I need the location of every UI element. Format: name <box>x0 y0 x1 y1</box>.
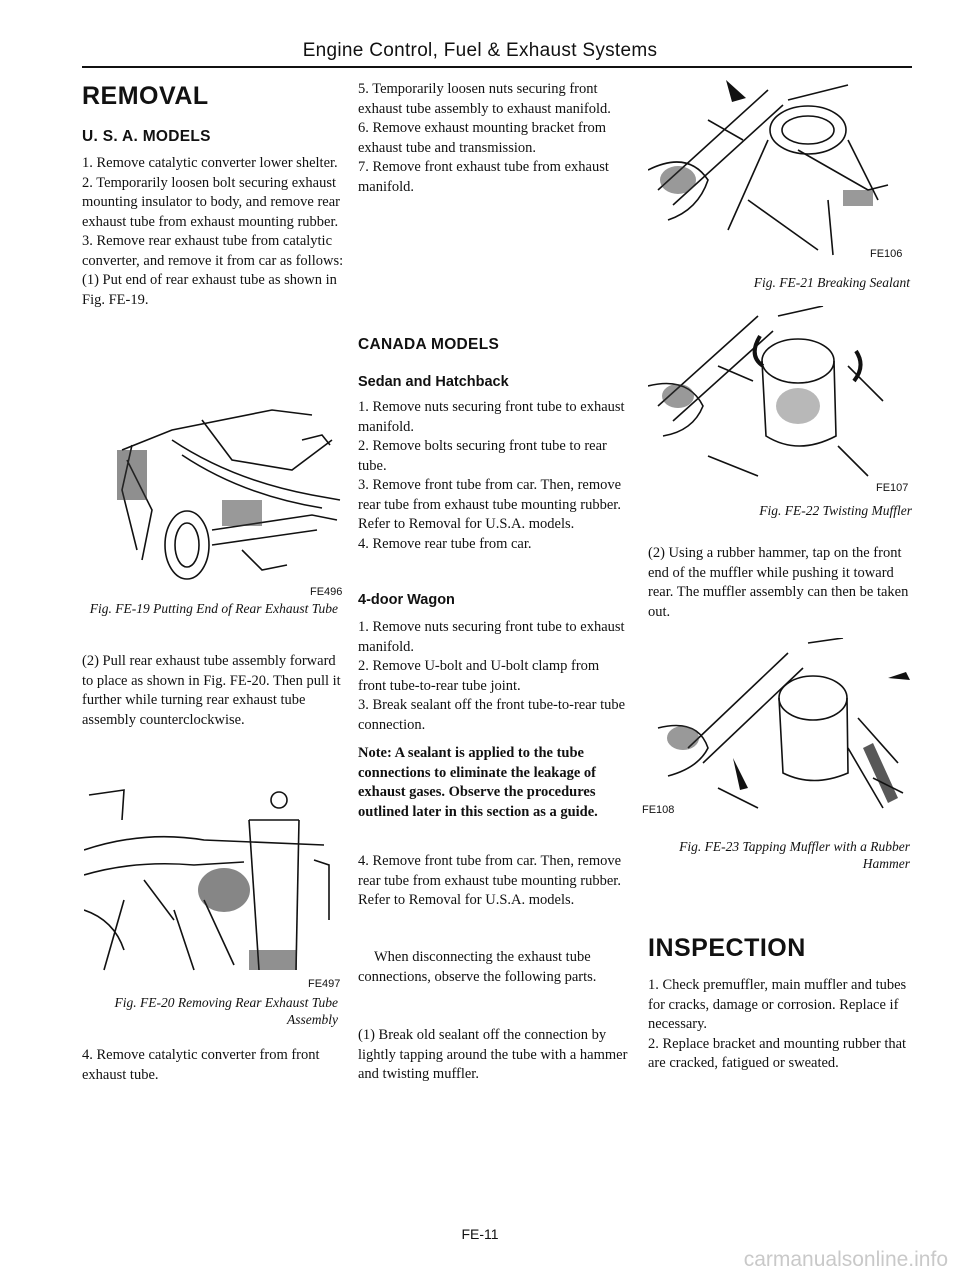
inspection-heading: INSPECTION <box>648 934 806 962</box>
fe21-code: FE106 <box>870 248 903 260</box>
inspection-steps <box>648 976 910 1074</box>
wagon-step-4: 4. Remove front tube from car. Then, remove rear tube from exhaust tube mounting rubber. Refer to Removal for U.S.A. models. <box>358 853 622 908</box>
step-6: 6. Remove exhaust mounting bracket from exhaust tube and transmission. <box>358 120 607 156</box>
disconnect-step-1: (1) Break old sealant off the connection by lightly tapping around the tube with a hammer and twisting muffler. <box>358 1027 628 1082</box>
fe20-code: FE497 <box>308 978 341 990</box>
watermark: carmanualsonline.info <box>743 1248 948 1271</box>
sedan-hatchback-heading: Sedan and Hatchback <box>358 374 509 390</box>
wagon-step-3: 3. Break sealant off the front tube-to-rear tube connection. <box>358 697 626 733</box>
fe22-illustration <box>648 306 898 484</box>
step-3: 3. Remove rear exhaust tube from catalytic converter, and remove it from car as follows: <box>82 233 344 269</box>
page-header: Engine Control, Fuel & Exhaust Systems <box>302 40 658 61</box>
fe20-caption: Fig. FE-20 Removing Rear Exhaust Tube Assembly <box>114 995 338 1027</box>
fe19-caption: Fig. FE-19 Putting End of Rear Exhaust Tube <box>89 601 338 616</box>
fe19-code: FE496 <box>310 586 343 598</box>
fe20-illustration <box>84 780 342 975</box>
figure-fe23 <box>642 638 910 816</box>
step-7: 7. Remove front exhaust tube from exhaust manifold. <box>358 159 609 195</box>
step-1: 1. Remove catalytic converter lower shelter. <box>82 155 338 171</box>
wagon-step-2: 2. Remove U-bolt and U-bolt clamp from front tube-to-rear tube joint. <box>358 658 600 694</box>
inspection-step-2: 2. Replace bracket and mounting rubber that are cracked, fatigued or sweated. <box>648 1035 907 1071</box>
step-4: 4. Remove catalytic converter from front exhaust tube. <box>82 1047 320 1083</box>
sedan-step-1: 1. Remove nuts securing front tube to exhaust manifold. <box>358 399 625 435</box>
sedan-steps <box>358 398 628 554</box>
wagon-heading: 4-door Wagon <box>358 592 455 608</box>
page-number: FE-11 <box>461 1226 499 1242</box>
figure-fe21 <box>648 80 903 260</box>
sedan-step-4: 4. Remove rear tube from car. <box>358 535 532 552</box>
fe23-code: FE108 <box>642 804 675 816</box>
sealant-note: Note: A sealant is applied to the tube connections to eliminate the leakage of exhaust gases. Observe the procedures outlined later in this section as a guide. <box>358 745 598 820</box>
fe21-illustration <box>648 80 898 260</box>
removal-steps <box>82 154 344 310</box>
fe23-illustration <box>648 638 910 816</box>
figure-fe20 <box>84 780 342 990</box>
fe22-caption: Fig. FE-22 Twisting Muffler <box>759 503 912 518</box>
removal-heading: REMOVAL <box>82 82 209 110</box>
fe21-caption: Fig. FE-21 Breaking Sealant <box>753 275 910 290</box>
canada-models-heading: CANADA MODELS <box>358 336 500 353</box>
disconnect-step-2: (2) Using a rubber hammer, tap on the front end of the muffler while pushing it toward rear. The muffler assembly can then be taken out. <box>648 545 909 620</box>
wagon-step-1: 1. Remove nuts securing front tube to exhaust manifold. <box>358 619 625 655</box>
inspection-step-1: 1. Check premuffler, main muffler and tubes for cracks, damage or corrosion. Replace if necessary. <box>648 977 907 1032</box>
usa-models-heading: U. S. A. MODELS <box>82 128 211 145</box>
removal-steps-cont <box>358 80 628 197</box>
header-rule <box>82 66 912 68</box>
sedan-step-3: 3. Remove front tube from car. Then, remove rear tube from exhaust tube mounting rubber. Refer to Removal for U.S.A. models. <box>358 477 622 532</box>
figure-fe22 <box>648 306 909 494</box>
fe23-caption: Fig. FE-23 Tapping Muffler with a Rubber Hammer <box>679 839 910 871</box>
fe22-code: FE107 <box>876 482 909 494</box>
figure-fe19 <box>112 400 344 598</box>
step-2: 2. Temporarily loosen bolt securing exhaust mounting insulator to body, and remove rear exhaust tube from exhaust mounting rubber. <box>82 174 340 230</box>
fe19-illustration <box>112 400 344 585</box>
wagon-steps <box>358 618 628 735</box>
step-5: 5. Temporarily loosen nuts securing front exhaust tube assembly to exhaust manifold. <box>358 81 611 117</box>
step-3-2: (2) Pull rear exhaust tube assembly forward to place as shown in Fig. FE-20. Then pull it further while turning rear exhaust tube assembly counterclockwise. <box>82 653 341 728</box>
disconnect-intro: When disconnecting the exhaust tube connections, observe the following parts. <box>358 949 597 985</box>
step-3-1: (1) Put end of rear exhaust tube as shown in Fig. FE-19. <box>82 272 337 308</box>
sedan-step-2: 2. Remove bolts securing front tube to rear tube. <box>358 438 607 474</box>
